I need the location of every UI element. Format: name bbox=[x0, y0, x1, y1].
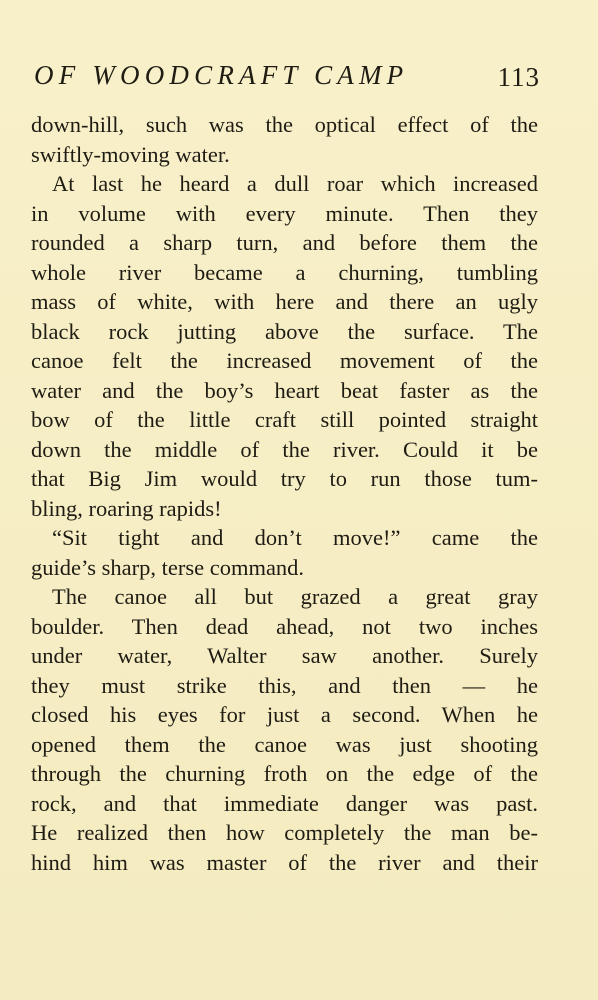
text-line: closed his eyes for just a second. When he bbox=[31, 702, 538, 727]
text-line: rock, and that immediate danger was past. bbox=[31, 790, 538, 816]
text-line: bow of the little craft still pointed straight bbox=[31, 407, 538, 432]
text-line: black rock jutting above the surface. The bbox=[31, 318, 538, 344]
text-line: mass of white, with here and there an ugly bbox=[31, 289, 538, 314]
body-text bbox=[31, 110, 538, 877]
paragraph-start-line: The canoe all but grazed a great gray bbox=[52, 584, 538, 609]
page-number: 113 bbox=[497, 62, 540, 92]
text-line: that Big Jim would try to run those tum- bbox=[31, 466, 538, 491]
text-line: boulder. Then dead ahead, not two inches bbox=[31, 613, 538, 639]
text-line: swiftly-moving water. bbox=[31, 141, 230, 167]
text-line: hind him was master of the river and their bbox=[31, 849, 538, 875]
text-line: opened them the canoe was just shooting bbox=[31, 731, 538, 757]
text-line: under water, Walter saw another. Surely bbox=[31, 643, 538, 668]
running-head: OF WOODCRAFT CAMP bbox=[34, 60, 409, 90]
text-line: whole river became a churning, tumbling bbox=[31, 259, 538, 285]
text-line: rounded a sharp turn, and before them the bbox=[31, 230, 538, 255]
text-line: guide’s sharp, terse command. bbox=[31, 554, 305, 580]
text-line: through the churning froth on the edge of the bbox=[31, 761, 538, 786]
text-line: down the middle of the river. Could it be bbox=[31, 436, 538, 462]
text-line: bling, roaring rapids! bbox=[31, 495, 222, 521]
text-line: water and the boy’s heart beat faster as the bbox=[31, 377, 538, 403]
text-line: they must strike this, and then — he bbox=[31, 672, 538, 698]
paragraph-start-line: At last he heard a dull roar which increased bbox=[52, 171, 538, 196]
text-line: canoe felt the increased movement of the bbox=[31, 348, 538, 373]
page-header bbox=[34, 60, 544, 100]
text-line: He realized then how completely the man be- bbox=[31, 820, 538, 845]
text-line: down-hill, such was the optical effect of the bbox=[31, 112, 538, 137]
paragraph-start-line: “Sit tight and don’t move!” came the bbox=[52, 525, 538, 550]
text-line: in volume with every minute. Then they bbox=[31, 200, 538, 226]
